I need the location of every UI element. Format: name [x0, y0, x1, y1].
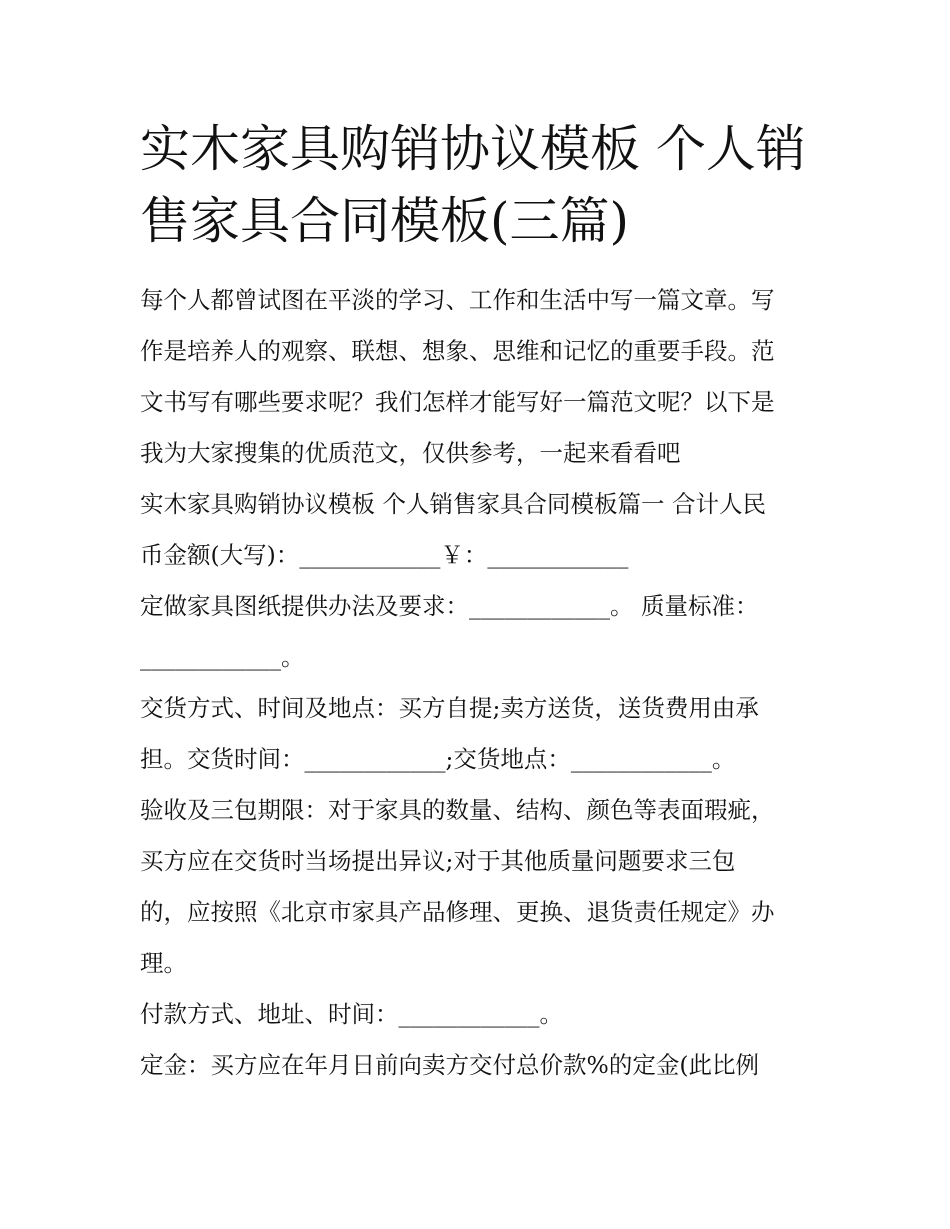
- document-body: [140, 275, 830, 1091]
- body-line-13: 的，应按照《北京市家具产品修理、更换、退货责任规定》办: [140, 898, 775, 926]
- body-line-2: 作是培养人的观察、联想、想象、思维和记忆的重要手段。范: [140, 337, 775, 365]
- title-line-1: 实木家具购销协议模板 个人销: [140, 120, 806, 178]
- document-title: [140, 113, 830, 257]
- title-line-2: 售家具合同模板(三篇): [140, 192, 630, 250]
- body-line-5: 实木家具购销协议模板 个人销售家具合同模板篇一 合计人民: [140, 490, 766, 518]
- body-line-3: 文书写有哪些要求呢？我们怎样才能写好一篇范文呢？以下是: [140, 388, 775, 416]
- body-line-1: 每个人都曾试图在平淡的学习、工作和生活中写一篇文章。写: [140, 286, 775, 314]
- body-line-6: 币金额(大写)：____________￥：____________: [140, 541, 629, 569]
- body-line-12: 买方应在交货时当场提出异议;对于其他质量问题要求三包: [140, 847, 736, 875]
- body-line-16: 定金：买方应在年月日前向卖方交付总价款%的定金(此比例: [140, 1051, 759, 1079]
- body-line-11: 验收及三包期限：对于家具的数量、结构、颜色等表面瑕疵，: [140, 796, 775, 824]
- body-line-14: 理。: [140, 949, 187, 977]
- body-line-4: 我为大家搜集的优质范文，仅供参考，一起来看看吧: [140, 439, 681, 467]
- body-line-7: 定做家具图纸提供办法及要求：____________。 质量标准：: [140, 592, 759, 620]
- body-line-10: 担。交货时间：____________;交货地点：____________。: [140, 745, 736, 773]
- body-line-9: 交货方式、时间及地点：买方自提;卖方送货，送货费用由承: [140, 694, 759, 722]
- body-line-8: ____________。: [140, 643, 305, 671]
- body-line-15: 付款方式、地址、时间：____________。: [140, 1000, 563, 1028]
